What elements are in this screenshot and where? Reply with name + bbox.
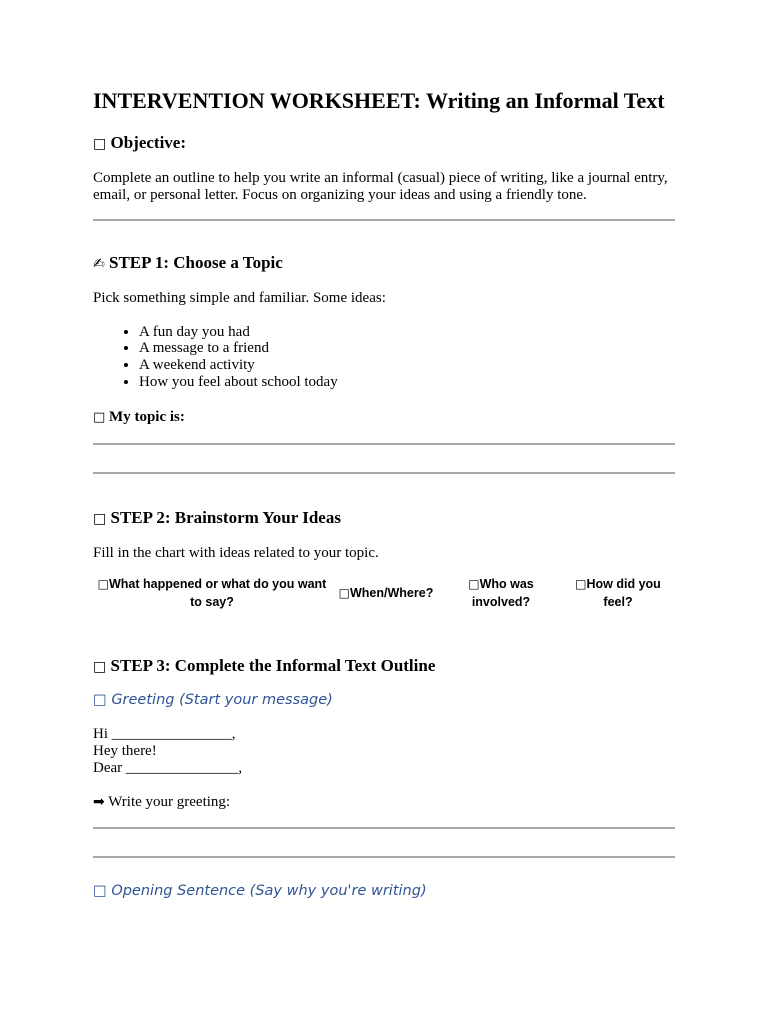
list-item: • A message to a friend bbox=[139, 340, 675, 357]
step1-heading-label: STEP 1: Choose a Topic bbox=[108, 253, 283, 272]
greeting-examples bbox=[93, 726, 675, 776]
step1-heading bbox=[93, 253, 675, 274]
objective-heading-label: Objective: bbox=[110, 133, 187, 152]
step1-intro: Pick something simple and familiar. Some ideas: bbox=[93, 290, 386, 306]
step2-heading bbox=[93, 508, 675, 529]
topic-ideas-list bbox=[93, 324, 675, 391]
chart-header-feel: □How did you feel? bbox=[575, 577, 661, 610]
chart-header-who: □Who was involved? bbox=[468, 577, 534, 610]
clipboard-icon: □ bbox=[93, 659, 107, 676]
table-row bbox=[93, 575, 675, 611]
chart-header-when-where: □When/Where? bbox=[338, 586, 434, 601]
opening-subheading bbox=[93, 882, 675, 900]
greeting-answer-line-1[interactable] bbox=[93, 827, 675, 831]
greeting-example: Hi ________________, bbox=[93, 726, 236, 743]
step3-heading bbox=[93, 656, 675, 677]
page-title: INTERVENTION WORKSHEET: Writing an Informal Text bbox=[93, 88, 665, 113]
brain-icon: □ bbox=[93, 510, 107, 527]
target-icon: □ bbox=[93, 136, 107, 152]
people-icon: □ bbox=[468, 577, 480, 592]
step2-heading-label: STEP 2: Brainstorm Your Ideas bbox=[110, 507, 341, 527]
smile-icon: □ bbox=[575, 577, 587, 592]
objective-heading bbox=[93, 133, 675, 154]
speech-icon: □ bbox=[93, 883, 107, 900]
greeting-example: Dear _______________, bbox=[93, 759, 243, 776]
worksheet-page bbox=[93, 88, 675, 900]
question-icon: □ bbox=[97, 577, 109, 592]
list-item: • A fun day you had bbox=[139, 324, 675, 341]
greeting-answer-line-2[interactable] bbox=[93, 856, 675, 860]
greeting-prompt-label: Write your greeting: bbox=[108, 793, 231, 810]
step3-heading-label: STEP 3: Complete the Informal Text Outline bbox=[110, 656, 436, 676]
list-item: • How you feel about school today bbox=[139, 374, 675, 391]
list-item: • A weekend activity bbox=[139, 357, 675, 374]
writing-hand-icon: ✍ bbox=[93, 256, 105, 272]
greeting-subheading bbox=[93, 691, 675, 709]
arrow-right-icon: ➡ bbox=[93, 793, 105, 810]
step2-intro: Fill in the chart with ideas related to your topic. bbox=[93, 544, 379, 561]
clock-icon: □ bbox=[338, 586, 350, 601]
topic-prompt bbox=[93, 408, 675, 427]
topic-prompt-label: My topic is: bbox=[109, 408, 185, 425]
greeting-subheading-label: Greeting (Start your message) bbox=[111, 692, 333, 709]
chart-header-what: □What happened or what do you want to say? bbox=[97, 577, 327, 610]
greeting-example: Hey there! bbox=[93, 742, 157, 759]
greeting-prompt bbox=[93, 794, 675, 811]
topic-answer-line-2[interactable] bbox=[93, 472, 675, 476]
topic-answer-line-1[interactable] bbox=[93, 443, 675, 447]
opening-subheading-label: Opening Sentence (Say why you're writing) bbox=[111, 883, 427, 900]
wave-icon: □ bbox=[93, 692, 107, 709]
objective-text: Complete an outline to help you write an informal (casual) piece of writing, like a journal entry, email, or personal letter. Focus on organizing your ideas and using a friendly tone. bbox=[93, 170, 668, 203]
brainstorm-chart bbox=[93, 575, 675, 611]
divider bbox=[93, 219, 675, 221]
pencil-icon: □ bbox=[93, 409, 106, 425]
